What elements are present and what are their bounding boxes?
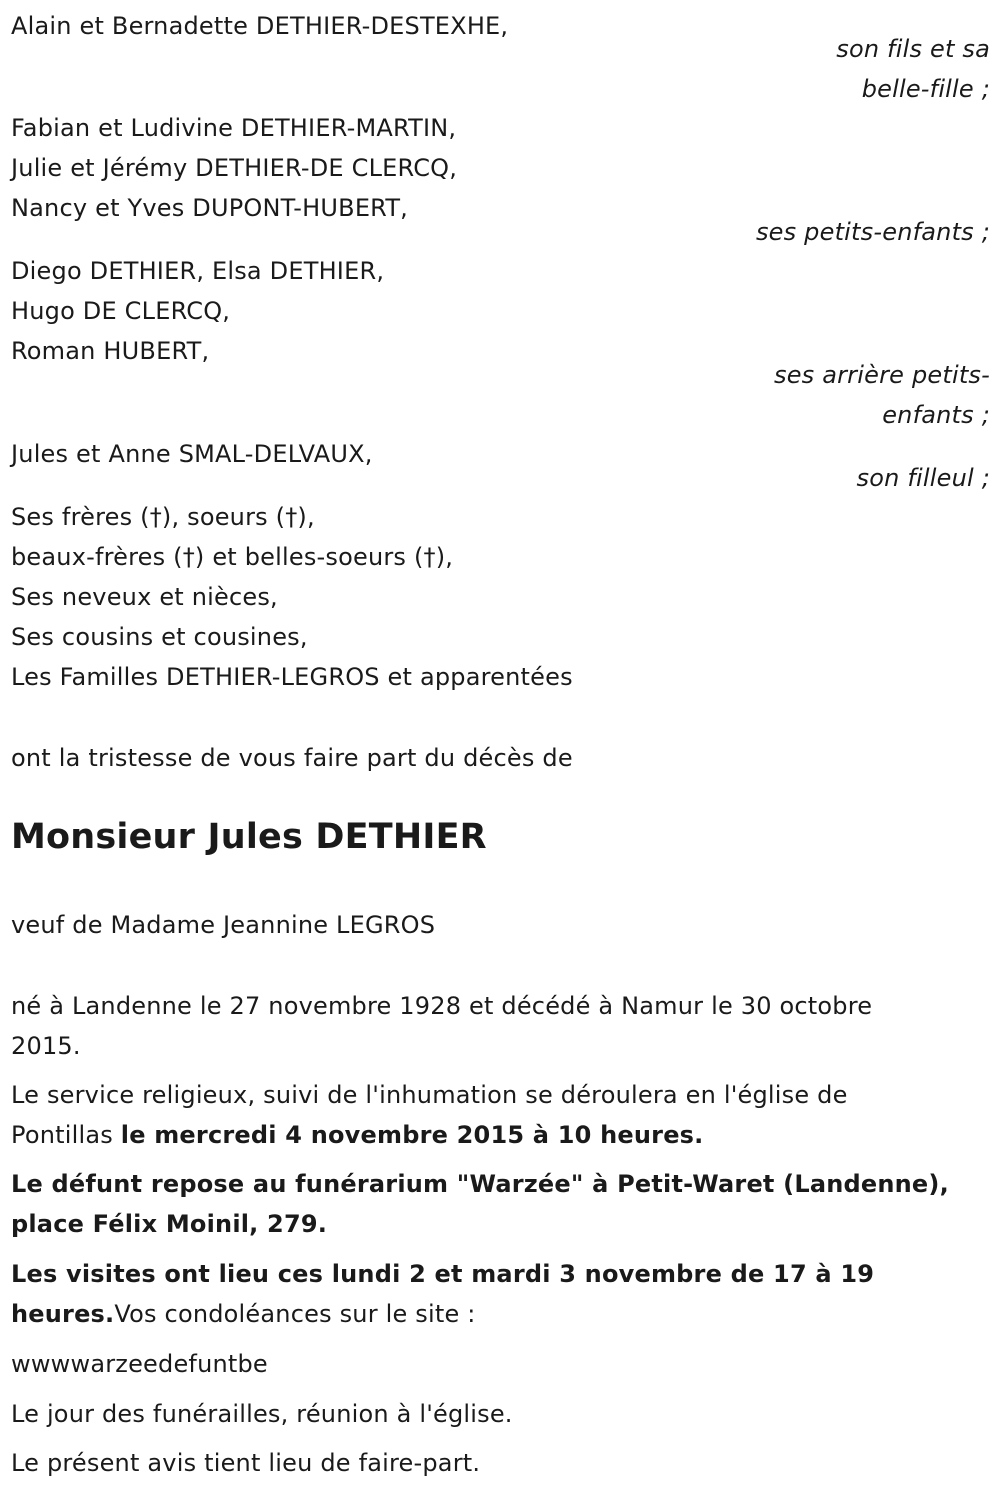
announcement-text: ont la tristesse de vous faire part du décès de (11, 744, 573, 772)
role-grandchildren: ses petits-enfants ; (755, 218, 990, 246)
role-great-grandchildren-line1: ses arrière petits- (774, 361, 990, 389)
visits-line1: Les visites ont lieu ces lundi 2 et mardi 3 novembre de 17 à 19 (11, 1260, 875, 1288)
rest-line1: Le défunt repose au funérarium "Warzée" à Petit-Waret (Landenne), (11, 1170, 949, 1198)
family-line-in-laws: beaux-frères (†) et belles-soeurs (†), (11, 543, 454, 571)
role-godson: son filleul ; (856, 464, 990, 492)
service-place: Pontillas (11, 1121, 121, 1149)
rest-line2: place Félix Moinil, 279. (11, 1210, 328, 1238)
family-line-godson: Jules et Anne SMAL-DELVAUX, (11, 440, 373, 468)
family-line-nephews: Ses neveux et nièces, (11, 583, 278, 611)
family-line-grandchild-2: Julie et Jérémy DETHIER-DE CLERCQ, (11, 154, 458, 182)
condolences-text: Vos condoléances sur le site : (114, 1300, 476, 1328)
widow-line: veuf de Madame Jeannine LEGROS (11, 911, 436, 939)
family-line-grandchild-3: Nancy et Yves DUPONT-HUBERT, (11, 194, 409, 222)
family-line-son: Alain et Bernadette DETHIER-DESTEXHE, (11, 12, 509, 40)
birth-death-line2: 2015. (11, 1032, 81, 1060)
family-line-great-grandchild-3: Roman HUBERT, (11, 337, 210, 365)
family-line-great-grandchild-2: Hugo DE CLERCQ, (11, 297, 231, 325)
visits-line2 (11, 1294, 476, 1334)
service-line2 (11, 1115, 703, 1155)
family-line-grandchild-1: Fabian et Ludivine DETHIER-MARTIN, (11, 114, 457, 142)
meeting-line: Le jour des funérailles, réunion à l'église. (11, 1400, 513, 1428)
service-line1: Le service religieux, suivi de l'inhumation se déroulera en l'église de (11, 1081, 848, 1109)
family-line-great-grandchild-1: Diego DETHIER, Elsa DETHIER, (11, 257, 385, 285)
birth-death-line1: né à Landenne le 27 novembre 1928 et décédé à Namur le 30 octobre (11, 992, 873, 1020)
visits-hours: heures. (11, 1300, 115, 1328)
notice-line: Le présent avis tient lieu de faire-part. (11, 1449, 481, 1477)
website-link[interactable]: wwwwarzeedefuntbe (11, 1350, 268, 1378)
role-son-line1: son fils et sa (836, 35, 990, 63)
role-great-grandchildren-line2: enfants ; (882, 401, 990, 429)
family-line-cousins: Ses cousins et cousines, (11, 623, 308, 651)
family-line-families: Les Familles DETHIER-LEGROS et apparentées (11, 663, 573, 691)
service-date: le mercredi 4 novembre 2015 à 10 heures. (120, 1121, 704, 1149)
role-son-line2: belle-fille ; (861, 75, 990, 103)
family-line-siblings: Ses frères (†), soeurs (†), (11, 503, 315, 531)
deceased-name: Monsieur Jules DETHIER (11, 817, 487, 857)
